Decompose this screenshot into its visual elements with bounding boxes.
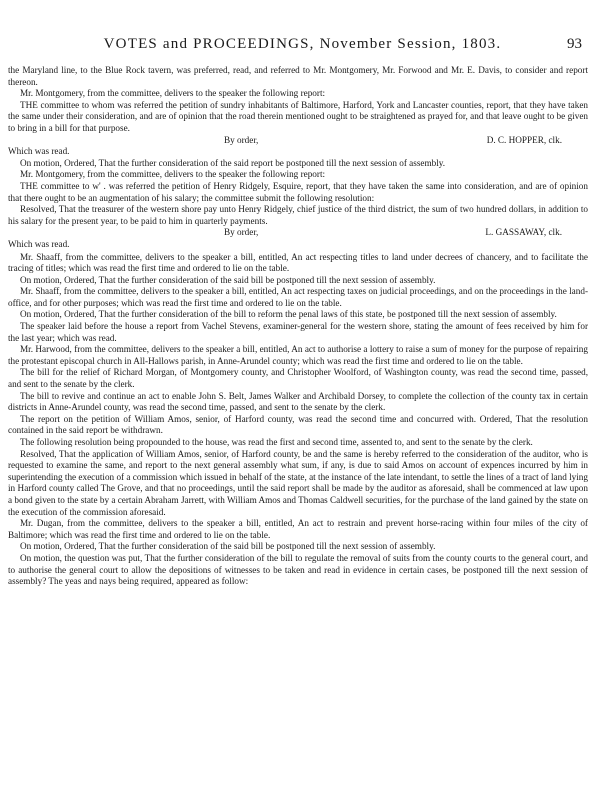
signature-line (8, 135, 588, 147)
page-number: 93 (567, 36, 582, 52)
signature-by-order: By order, (224, 227, 259, 238)
paragraph: Which was read. (8, 146, 70, 157)
signature-line (8, 227, 588, 239)
paragraph: On motion, Ordered, That the further consideration of the said bill be postponed till the next session of assembly. (20, 274, 436, 285)
signature-by-order: By order, (224, 134, 259, 145)
paragraph: Mr. Harwood, from the committee, delivers to the speaker a bill, entitled, An act to authorise a lottery to raise a sum of money for the purpose of repairing the protestant episcopal church in All-Hallows parish, in Anne-Arundel county; which was read the first time and ordered to lie on the table. (8, 344, 588, 366)
paragraph: The following resolution being propounded to the house, was read the first and second time, assented to, and sent to the senate by the clerk. (20, 437, 533, 447)
paragraph: Mr. Montgomery, from the committee, delivers to the speaker the following report: (20, 88, 326, 99)
page-title: VOTES and PROCEEDINGS, November Session, 1803. (103, 36, 502, 52)
running-header (8, 36, 588, 62)
paragraph: THE committee to whom was referred the petition of sundry inhabitants of Baltimore, Harford, York and Lancaster counties, report, that they have taken the same under their consideration, and are of opinion that the road therein mentioned ought to be straightened as prayed for, and that leave ought to be given to bring in a bill for that purpose. (8, 99, 588, 133)
paragraph: Mr. Dugan, from the committee, delivers to the speaker a bill, entitled, An act to restrain and prevent horse-racing within four miles of the city of Baltimore; which was read the first time and ordered to lie on the table. (8, 518, 588, 540)
paragraph: The bill for the relief of Richard Morgan, of Montgomery county, and Christopher Woolford, of Washington county, was read the second time, passed, and sent to the senate by the clerk. (8, 367, 588, 390)
signature-clerk: L. GASSAWAY, clk. (485, 227, 562, 238)
paragraph: Resolved, That the treasurer of the western shore pay unto Henry Ridgely, chief justice of the third district, the sum of two hundred dollars, in addition to his salary for the present year, to be paid to him in quarterly payments. (8, 204, 588, 226)
paragraph: Which was read. (8, 238, 70, 249)
paragraph: Resolved, That the application of William Amos, senior, of Harford county, be and the same is hereby referred to the consideration of the auditor, who is requested to examine the same, and report to the next general assembly what sum, if any, is due to said Amos on account of expences incurred by him in superintending the execution of a commission which issued in behalf of the state, at the instance of the late intendant, to settle the lines of a tract of land lying in Harford county called The Grove, and that no proceedings, until the said report shall be made by the auditor as aforesaid, shall be commenced at law upon a bond given to the state by a certain Abraham Jarrett, with William Amos and Thomas Caldwell securities, for the purchase of the land gained by the state on the execution of the commission aforesaid. (8, 448, 588, 517)
paragraph: the Maryland line, to the Blue Rock tavern, was preferred, read, and referred to Mr. Montgomery, Mr. Forwood and Mr. E. Davis, to consider and report thereon. (8, 65, 588, 87)
paragraph: THE committee to w' . was referred the petition of Henry Ridgely, Esquire, report, that they have taken the same into consideration, and are of opinion that there ought to be an augmentation of his salary; the committee submit the following resolution: (8, 180, 588, 203)
paragraph: On motion, the question was put, That the further consideration of the bill to regulate the removal of suits from the county courts to the general court, and to authorise the general court to allow the depositions of witnesses to be taken and read in evidence in certain cases, be postponed till the next session of assembly? The yeas and nays being required, appeared as follow: (8, 552, 588, 587)
paragraph: The report on the petition of William Amos, senior, of Harford county, was read the second time and concurred with. Ordered, That the resolution contained in the said report be withdrawn. (8, 413, 588, 436)
paragraph: On motion, Ordered, That the further consideration of the bill to reform the penal laws of this state, be postponed till the next session of assembly. (20, 309, 557, 320)
paragraph: The speaker laid before the house a report from Vachel Stevens, examiner-general for the western shore, stating the amount of fees received by him for the last year; which was read. (8, 321, 588, 343)
paragraph: Mr. Shaaff, from the committee, delivers to the speaker a bill, entitled, An act respecting taxes on judicial proceedings, and on the proceedings in the land-office, and for other purposes; which was read the first time and ordered to lie on the table. (8, 286, 588, 308)
signature-clerk: D. C. HOPPER, clk. (486, 134, 562, 145)
paragraph: On motion, Ordered, That the further consideration of the said bill be postponed till the next session of assembly. (20, 541, 436, 552)
page-body (8, 65, 588, 588)
paragraph: Mr. Shaaff, from the committee, delivers to the speaker a bill, entitled, An act respecting titles to land under decrees of chancery, and to facilitate the tracing of titles; which was read the first time and ordered to lie on the table. (8, 251, 588, 274)
paragraph: On motion, Ordered, That the further consideration of the said report be postponed till the next session of assembly. (20, 157, 446, 168)
paragraph: The bill to revive and continue an act to enable John S. Belt, James Walker and Archibald Dorsey, to complete the collection of the county tax in certain districts in Anne-Arundel county, was read the second time, passed, and sent to the senate by the clerk. (8, 390, 588, 413)
paragraph: Mr. Montgomery, from the committee, delivers to the speaker the following report: (20, 169, 326, 180)
